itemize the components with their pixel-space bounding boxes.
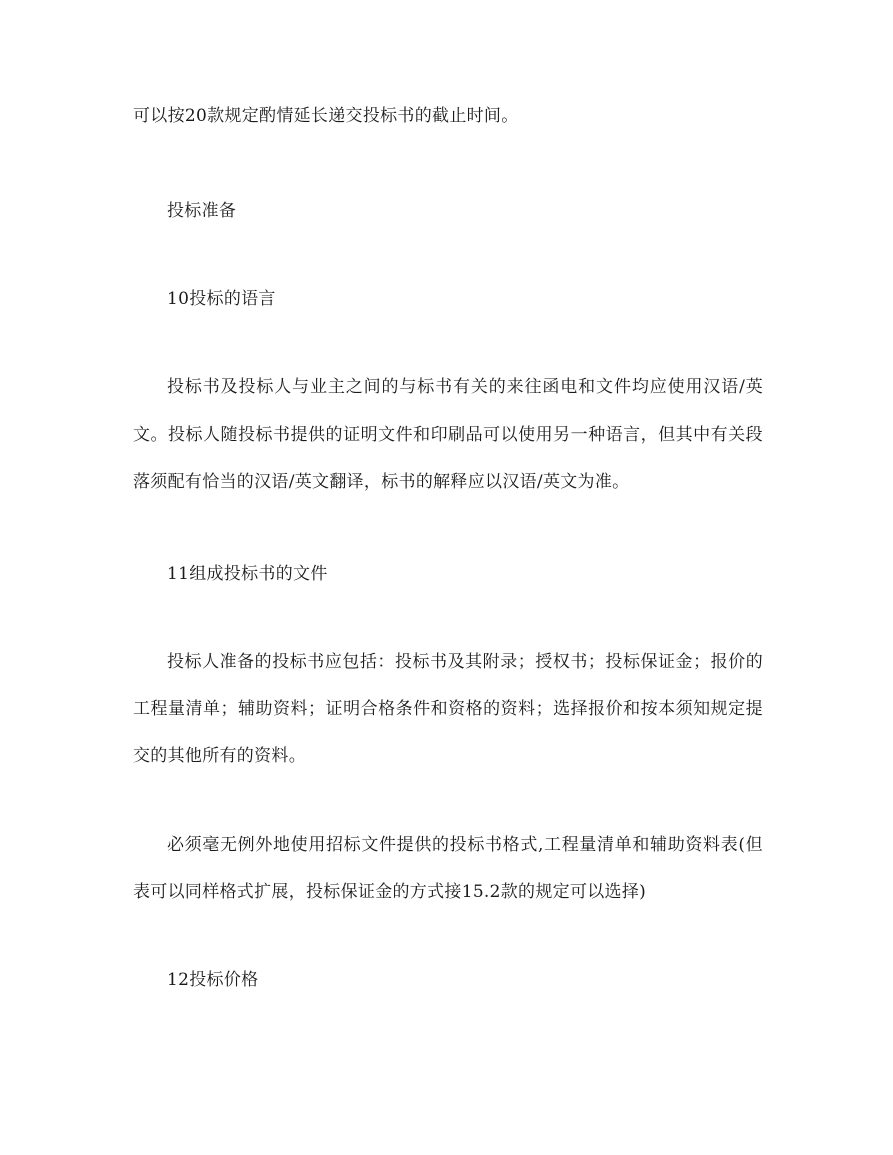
paragraph-continuation: 可以按20款规定酌情延长递交投标书的截止时间。 <box>133 106 519 126</box>
clause-10-line-3: 落须配有恰当的汉语/英文翻译，标书的解释应以汉语/英文为准。 <box>133 472 630 492</box>
clause-heading-10: 10投标的语言 <box>167 289 276 309</box>
clause-11-para1-line-3: 交的其他所有的资料。 <box>133 746 306 766</box>
clause-10-line-1: 投标书及投标人与业主之间的与标书有关的来往函电和文件均应使用汉语/英 <box>167 377 763 397</box>
section-heading-bid-preparation: 投标准备 <box>167 201 237 221</box>
clause-11-para1-line-1: 投标人准备的投标书应包括：投标书及其附录；授权书；投标保证金；报价的 <box>167 652 763 672</box>
clause-11-para2-line-1: 必须毫无例外地使用招标文件提供的投标书格式,工程量清单和辅助资料表(但 <box>167 835 763 855</box>
clause-heading-12: 12投标价格 <box>167 970 259 990</box>
clause-heading-11: 11组成投标书的文件 <box>167 564 328 584</box>
clause-11-para1-line-2: 工程量清单；辅助资料；证明合格条件和资格的资料；选择报价和按本须知规定提 <box>133 699 763 719</box>
clause-11-para2-line-2: 表可以同样格式扩展，投标保证金的方式接15.2款的规定可以选择) <box>133 882 647 902</box>
clause-10-line-2: 文。投标人随投标书提供的证明文件和印刷品可以使用另一种语言，但其中有关段 <box>133 425 763 445</box>
